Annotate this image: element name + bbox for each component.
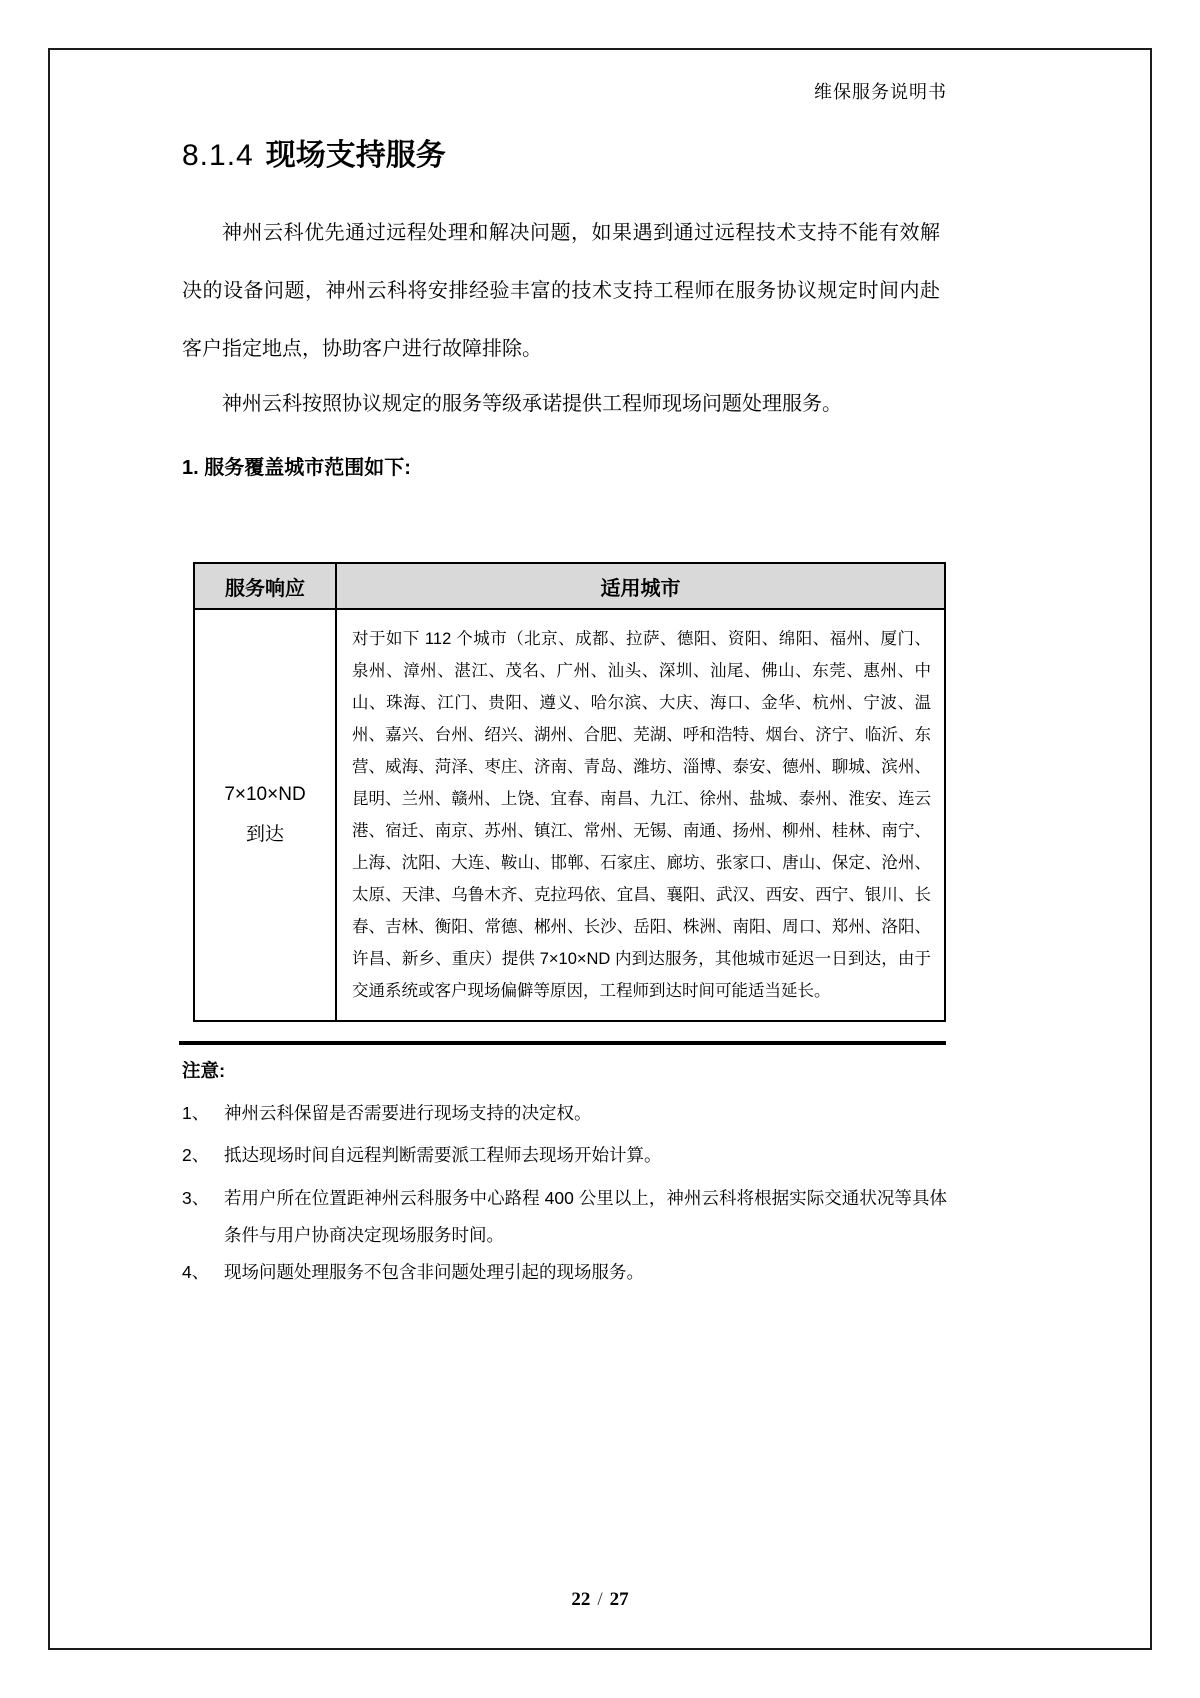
- note-text: 抵达现场时间自远程判断需要派工程师去现场开始计算。: [224, 1145, 662, 1165]
- table-header-service-response: 服务响应: [194, 563, 336, 609]
- notes-divider-rule: [179, 1041, 946, 1045]
- service-response-cell: [194, 609, 336, 1021]
- table-row: [194, 609, 945, 1021]
- section-title-text: 现场支持服务: [265, 139, 446, 172]
- section-number: 8.1.4: [182, 139, 254, 172]
- body-paragraph-2: 神州云科按照协议规定的服务等级承诺提供工程师现场问题处理服务。: [222, 393, 842, 415]
- page-number-current: 22: [571, 1589, 591, 1610]
- note-item: [182, 1254, 947, 1291]
- note-item: [182, 1095, 947, 1132]
- note-item: [182, 1137, 947, 1174]
- page-footer: [0, 1588, 1200, 1612]
- table-header-row: [194, 563, 945, 609]
- page-number-total: 27: [609, 1589, 629, 1610]
- page-content: [182, 0, 947, 1698]
- note-marker: 1、: [182, 1103, 210, 1123]
- note-text: 现场问题处理服务不包含非问题处理引起的现场服务。: [224, 1262, 644, 1282]
- body-paragraph-1: 神州云科优先通过远程处理和解决问题，如果遇到通过远程技术支持不能有效解决的设备问题，神州云科将安排经验丰富的技术支持工程师在服务协议规定时间内赴客户指定地点，协助客户进行故障排除。: [182, 222, 940, 360]
- note-text: 若用户所在位置距神州云科服务中心路程 400 公里以上，神州云科将根据实际交通状况等具体条件与用户协商决定现场服务时间。: [224, 1188, 947, 1245]
- service-response-level: 7×10×ND: [224, 784, 306, 805]
- service-coverage-table: [193, 562, 946, 1022]
- service-response-suffix: 到达: [245, 824, 284, 845]
- note-marker: 2、: [182, 1145, 210, 1165]
- notes-title: 注意:: [182, 1060, 226, 1081]
- note-marker: 3、: [182, 1188, 210, 1208]
- list-heading: 1. 服务覆盖城市范围如下:: [182, 457, 411, 479]
- note-marker: 4、: [182, 1262, 210, 1282]
- page-number-separator: /: [597, 1589, 603, 1610]
- applicable-cities-cell: 对于如下 112 个城市（北京、成都、拉萨、德阳、资阳、绵阳、福州、厦门、泉州、漳州、湛江、茂名、广州、汕头、深圳、汕尾、佛山、东莞、惠州、中山、珠海、江门、贵阳、遵义、哈尔滨、大庆、海口、金华、杭州、宁波、温州、嘉兴、台州、绍兴、湖州、合肥、芜湖、呼和浩特、烟台、济宁、临沂、东营、威海、菏泽、枣庄、济南、青岛、潍坊、淄博、泰安、德州、聊城、滨州、昆明、兰州、赣州、上饶、宜春、南昌、九江、徐州、盐城、泰州、淮安、连云港、宿迁、南京、苏州、镇江、常州、无锡、南通、扬州、柳州、桂林、南宁、上海、沈阳、大连、鞍山、邯郸、石家庄、廊坊、张家口、唐山、保定、沧州、太原、天津、乌鲁木齐、克拉玛依、宜昌、襄阳、武汉、西安、西宁、银川、长春、吉林、衡阳、常德、郴州、长沙、岳阳、株洲、南阳、周口、郑州、洛阳、许昌、新乡、重庆）提供 7×10×ND 内到达服务，其他城市延迟一日到达，由于交通系统或客户现场偏僻等原因，工程师到达时间可能适当延长。: [336, 609, 945, 1021]
- running-header-title: 维保服务说明书: [814, 82, 947, 102]
- note-text: 神州云科保留是否需要进行现场支持的决定权。: [224, 1103, 592, 1123]
- table-header-applicable-cities: 适用城市: [336, 563, 945, 609]
- note-item: [182, 1180, 947, 1254]
- section-title: [182, 138, 446, 174]
